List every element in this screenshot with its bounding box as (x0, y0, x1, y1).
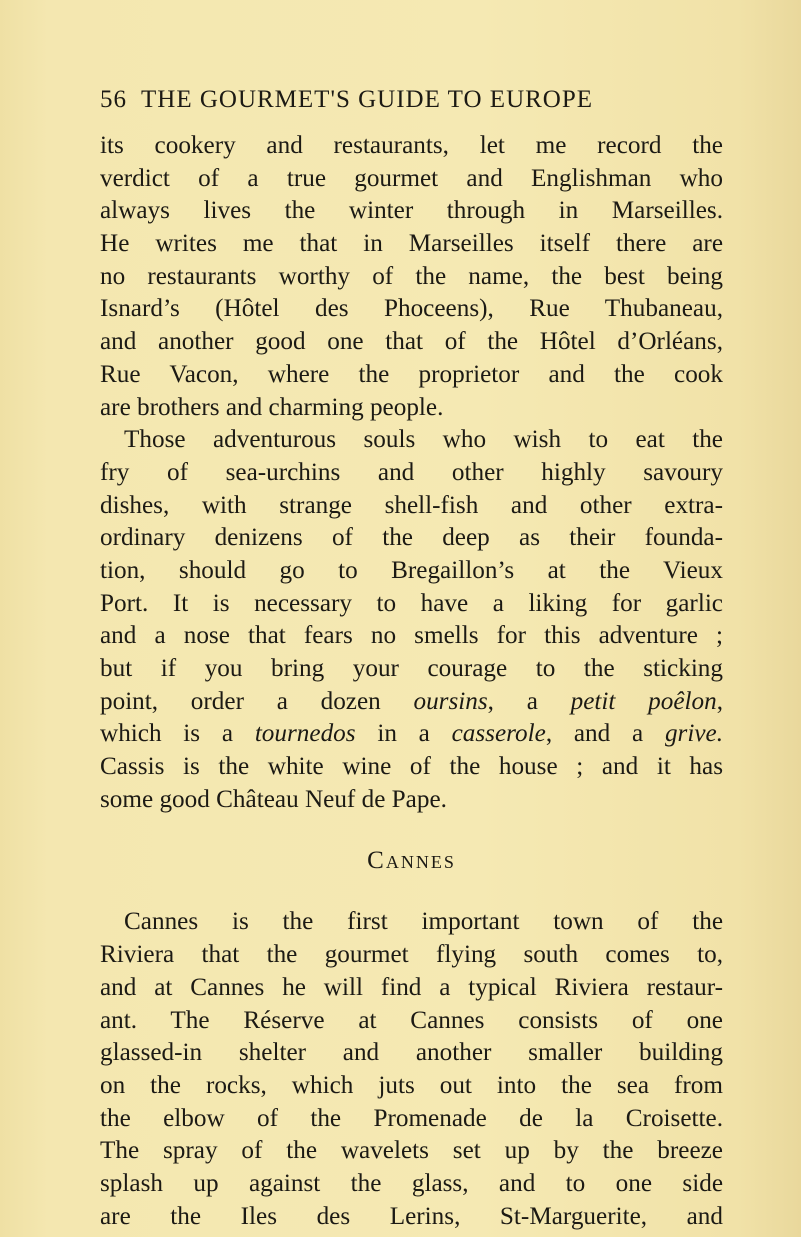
text-line: no restaurants worthy of the name, the best being (100, 262, 723, 290)
text-line: Isnard’s (Hôtel des Phoceens), Rue Thubaneau, (100, 295, 723, 323)
text-run: point, order a dozen (100, 687, 414, 715)
text-line: He writes me that in Marseilles itself there are (100, 230, 723, 258)
text-line: Riviera that the gourmet flying south comes to, (100, 941, 723, 969)
text-line: always lives the winter through in Marseilles. (100, 197, 723, 225)
text-line: Cassis is the white wine of the house ; and it has (100, 753, 723, 781)
section-heading: Cannes (367, 847, 456, 875)
body-text (100, 130, 723, 1233)
italic-term: oursins (413, 687, 488, 715)
text-run: which is a (100, 720, 255, 748)
text-line: the elbow of the Promenade de la Croisette. (100, 1104, 723, 1132)
italic-term: grive. (664, 720, 723, 748)
text-line: Cannes is the first important town of the (124, 908, 723, 936)
text-run: , and a (545, 720, 665, 748)
text-line (100, 686, 723, 719)
text-run: in a (355, 720, 452, 748)
text-line: its cookery and restaurants, let me record the (100, 132, 723, 159)
page-number: 56 (100, 86, 127, 113)
text-run: , (716, 687, 723, 715)
text-line: verdict of a true gourmet and Englishman who (100, 164, 723, 192)
text-line: and a nose that fears no smells for this adventure ; (100, 622, 723, 650)
text-line: fry of sea-urchins and other highly savoury (100, 458, 723, 486)
text-line: are brothers and charming people. (100, 393, 444, 421)
text-line: but if you bring your courage to the sticking (100, 655, 723, 682)
text-line: Those adventurous souls who wish to eat the (124, 426, 723, 454)
running-head (100, 86, 720, 114)
text-line: some good Château Neuf de Pape. (100, 785, 447, 813)
text-line: splash up against the glass, and to one side (100, 1169, 723, 1197)
italic-term: tournedos (254, 720, 356, 748)
text-line: ant. The Réserve at Cannes consists of one (100, 1006, 723, 1034)
text-line: tion, should go to Bregaillon’s at the Vieux (100, 556, 723, 584)
text-line (100, 718, 723, 751)
text-line: Rue Vacon, where the proprietor and the cook (100, 360, 723, 388)
text-line: are the Iles des Lerins, St-Marguerite, and (100, 1202, 723, 1230)
text-line: The spray of the wavelets set up by the breeze (100, 1137, 723, 1165)
running-title: THE GOURMET'S GUIDE TO EUROPE (141, 86, 594, 113)
text-line: ordinary denizens of the deep as their founda- (100, 524, 723, 552)
italic-term: casserole (451, 720, 546, 748)
text-run: , a (487, 687, 571, 715)
text-line: dishes, with strange shell-fish and other extra- (100, 491, 723, 519)
italic-term: petit poêlon (570, 687, 717, 715)
text-line: Port. It is necessary to have a liking for garlic (100, 589, 723, 617)
text-line: and another good one that of the Hôtel d’Orléans, (100, 328, 723, 356)
text-line: glassed-in shelter and another smaller building (100, 1039, 723, 1067)
text-line: and at Cannes he will find a typical Riviera restaur- (100, 973, 723, 1001)
text-line: on the rocks, which juts out into the sea from (100, 1071, 723, 1099)
